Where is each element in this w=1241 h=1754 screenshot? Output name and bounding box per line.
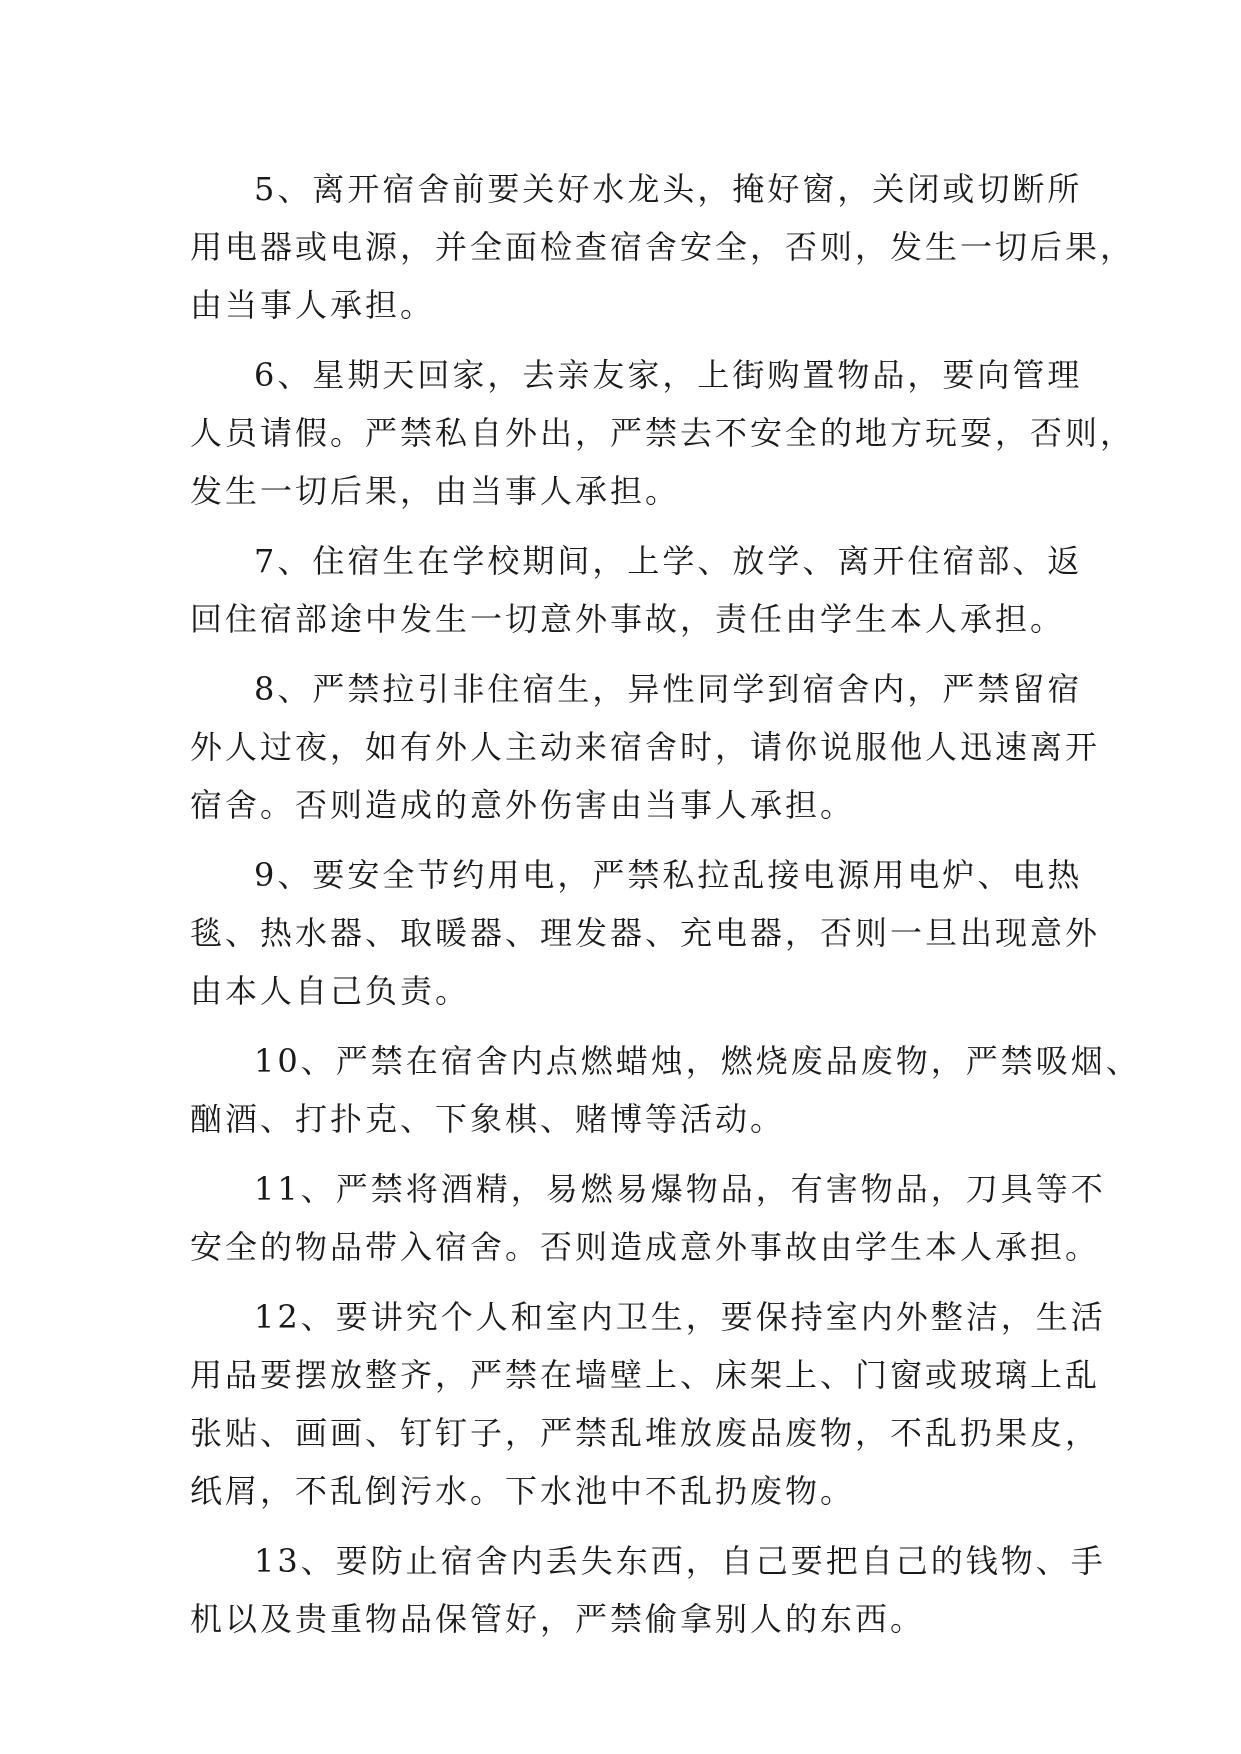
rule-paragraph-13	[190, 1532, 1106, 1648]
paragraph-line: 外人过夜，如有外人主动来宿舍时，请你说服他人迅速离开	[190, 728, 1101, 766]
paragraph-spacer	[190, 1020, 1070, 1032]
paragraph-line: 毯、热水器、取暖器、理发器、充电器，否则一旦出现意外	[190, 914, 1101, 952]
rule-paragraph-11	[190, 1160, 1106, 1276]
paragraph-line: 宿舍。否则造成的意外伤害由当事人承担。	[190, 786, 856, 824]
paragraph-line: 张贴、画画、钉钉子，严禁乱堆放废品废物，不乱扔果皮，	[190, 1414, 1101, 1452]
rule-paragraph-6	[190, 346, 1136, 520]
paragraph-spacer	[190, 648, 1070, 660]
paragraph-spacer	[190, 334, 1070, 346]
paragraph-line: 8、严禁拉引非住宿生，异性同学到宿舍内，严禁留宿	[254, 670, 1083, 708]
paragraph-line: 由本人自己负责。	[190, 972, 471, 1010]
paragraph-line: 9、要安全节约用电，严禁私拉乱接电源用电炉、电热	[254, 856, 1083, 894]
paragraph-line: 发生一切后果，由当事人承担。	[190, 472, 681, 510]
paragraph-line: 人员请假。严禁私自外出，严禁去不安全的地方玩耍，否则，	[190, 414, 1136, 452]
paragraph-line: 机以及贵重物品保管好，严禁偷拿别人的东西。	[190, 1600, 926, 1638]
paragraph-spacer	[190, 1520, 1070, 1532]
paragraph-spacer	[190, 1276, 1070, 1288]
paragraph-line: 回住宿部途中发生一切意外事故，责任由学生本人承担。	[190, 600, 1066, 638]
rule-paragraph-7	[190, 532, 1083, 648]
paragraph-line: 10、严禁在宿舍内点燃蜡烛，燃烧废品废物，严禁吸烟、	[254, 1042, 1141, 1080]
rule-paragraph-10	[190, 1032, 1141, 1148]
rule-paragraph-5	[190, 160, 1136, 334]
paragraph-line: 纸屑，不乱倒污水。下水池中不乱扔废物。	[190, 1472, 856, 1510]
document-body	[190, 160, 1141, 1648]
paragraph-line: 用品要摆放整齐，严禁在墙壁上、床架上、门窗或玻璃上乱	[190, 1356, 1101, 1394]
paragraph-line: 5、离开宿舍前要关好水龙头，掩好窗，关闭或切断所	[254, 170, 1083, 208]
paragraph-line: 安全的物品带入宿舍。否则造成意外事故由学生本人承担。	[190, 1228, 1101, 1266]
paragraph-spacer	[190, 834, 1070, 846]
paragraph-spacer	[190, 520, 1070, 532]
paragraph-line: 6、星期天回家，去亲友家，上街购置物品，要向管理	[254, 356, 1083, 394]
paragraph-line: 12、要讲究个人和室内卫生，要保持室内外整洁，生活	[254, 1298, 1106, 1336]
paragraph-line: 7、住宿生在学校期间，上学、放学、离开住宿部、返	[254, 542, 1083, 580]
rule-paragraph-8	[190, 660, 1101, 834]
paragraph-line: 酗酒、打扑克、下象棋、赌博等活动。	[190, 1100, 786, 1138]
paragraph-spacer	[190, 1148, 1070, 1160]
paragraph-line: 13、要防止宿舍内丢失东西，自己要把自己的钱物、手	[254, 1542, 1106, 1580]
paragraph-line: 11、严禁将酒精，易燃易爆物品，有害物品，刀具等不	[254, 1170, 1106, 1208]
rule-paragraph-9	[190, 846, 1101, 1020]
rule-paragraph-12	[190, 1288, 1106, 1520]
paragraph-line: 用电器或电源，并全面检查宿舍安全，否则，发生一切后果，	[190, 228, 1136, 266]
paragraph-line: 由当事人承担。	[190, 286, 436, 324]
